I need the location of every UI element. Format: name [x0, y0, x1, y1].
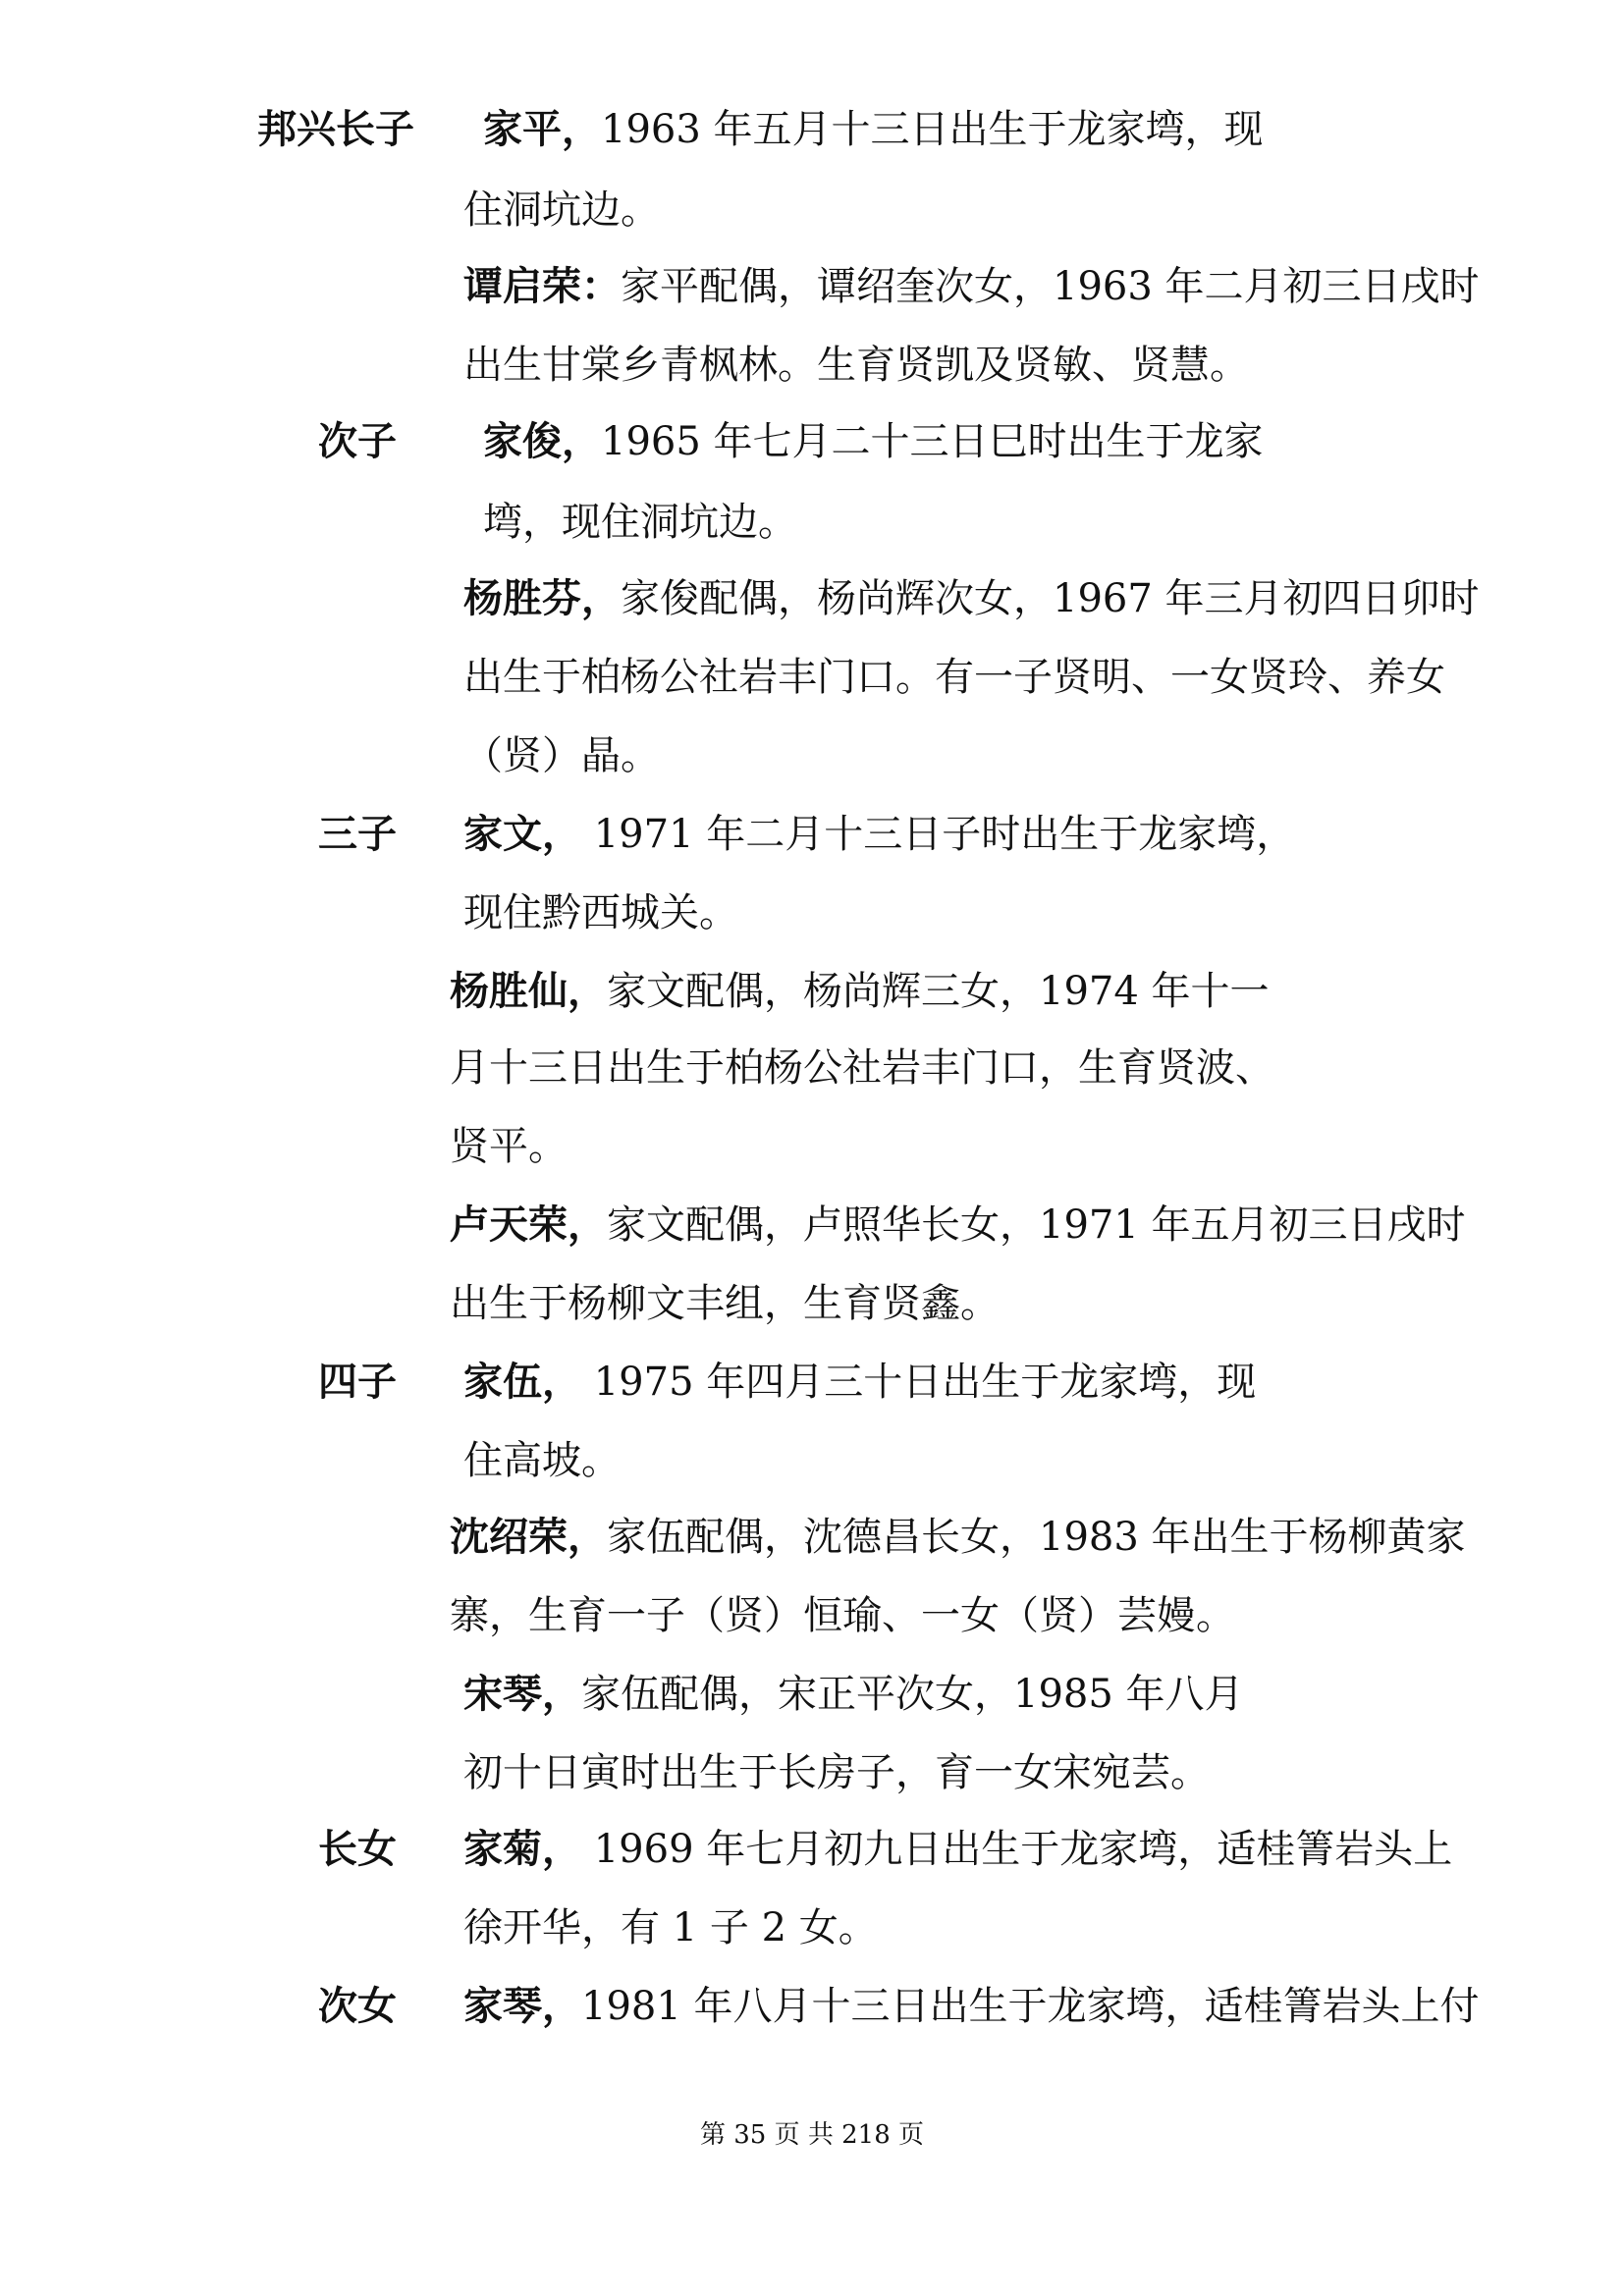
entry-line — [463, 1981, 1480, 2032]
spouse-line: 月十三日出生于柏杨公社岩丰门口，生育贤波、 — [450, 1045, 1274, 1091]
entry-text: 1965 年七月二十三日巳时出生于龙家 — [601, 419, 1264, 464]
spouse-line: 出生于杨柳文丰组，生育贤鑫。 — [450, 1281, 1000, 1326]
relation-label: 四子 — [318, 1359, 397, 1405]
spouse-line — [463, 1669, 1244, 1720]
entry-line: 现住黔西城关。 — [463, 890, 738, 935]
spouse-name: 谭启荣： — [463, 263, 621, 309]
entry-line — [463, 809, 1295, 860]
entry-line: 塆，现住洞坑边。 — [483, 500, 797, 545]
page-footer: 第 35 页 共 218 页 — [699, 2120, 925, 2150]
spouse-line: 出生于柏杨公社岩丰门口。有一子贤明、一女贤玲、养女 — [463, 655, 1445, 700]
entry-line: 住高坡。 — [463, 1438, 621, 1483]
spouse-text: 家文配偶，杨尚辉三女，1974 年十一 — [607, 969, 1270, 1014]
spouse-line — [463, 261, 1480, 312]
spouse-name: 宋琴， — [463, 1671, 581, 1717]
entry-text: 1963 年五月十三日出生于龙家塆，现 — [601, 107, 1264, 152]
relation-label: 次子 — [318, 418, 397, 464]
spouse-line: 寨，生育一子（贤）恒瑜、一女（贤）芸嫚。 — [450, 1593, 1235, 1638]
person-name: 家伍， — [463, 1359, 581, 1405]
relation-label: 三子 — [318, 811, 397, 857]
spouse-line: （贤）晶。 — [463, 733, 660, 778]
entry-text: 1971 年二月十三日子时出生于龙家塆， — [581, 812, 1296, 857]
person-name: 家文， — [463, 811, 581, 857]
spouse-name: 杨胜仙， — [450, 968, 607, 1014]
relation-label: 邦兴长子 — [257, 106, 414, 152]
entry-line — [483, 416, 1264, 467]
spouse-name: 杨胜芬， — [463, 575, 621, 621]
person-name: 家平， — [483, 106, 601, 152]
spouse-line: 贤平。 — [450, 1124, 568, 1169]
person-name: 家菊， — [463, 1826, 581, 1872]
spouse-line — [450, 1200, 1466, 1251]
entry-line — [463, 1824, 1452, 1875]
spouse-line — [463, 573, 1480, 624]
spouse-text: 家伍配偶，宋正平次女，1985 年八月 — [581, 1672, 1244, 1717]
entry-text: 1969 年七月初九日出生于龙家塆，适桂箐岩头上 — [581, 1827, 1453, 1872]
entry-text: 1975 年四月三十日出生于龙家塆，现 — [581, 1360, 1257, 1405]
entry-line: 徐开华，有 1 子 2 女。 — [463, 1905, 878, 1950]
spouse-text: 家伍配偶，沈德昌长女，1983 年出生于杨柳黄家 — [607, 1515, 1466, 1560]
spouse-line — [450, 1512, 1466, 1563]
entry-line: 住洞坑边。 — [463, 187, 660, 233]
spouse-line: 初十日寅时出生于长房子，育一女宋宛芸。 — [463, 1750, 1210, 1795]
spouse-text: 家俊配偶，杨尚辉次女，1967 年三月初四日卯时 — [621, 576, 1480, 621]
person-name: 家琴， — [463, 1983, 581, 2029]
spouse-name: 卢天荣， — [450, 1201, 607, 1248]
spouse-name: 沈绍荣， — [450, 1514, 607, 1560]
spouse-line — [450, 966, 1270, 1017]
entry-line — [463, 1357, 1256, 1408]
spouse-text: 家平配偶，谭绍奎次女，1963 年二月初三日戌时 — [621, 264, 1480, 309]
person-name: 家俊， — [483, 418, 601, 464]
entry-text: 1981 年八月十三日出生于龙家塆，适桂箐岩头上付 — [581, 1984, 1480, 2029]
relation-label: 次女 — [318, 1983, 397, 2029]
relation-label: 长女 — [318, 1826, 397, 1872]
entry-line — [483, 104, 1264, 155]
spouse-text: 家文配偶，卢照华长女，1971 年五月初三日戌时 — [607, 1202, 1466, 1248]
spouse-line: 出生甘棠乡青枫林。生育贤凯及贤敏、贤慧。 — [463, 343, 1249, 388]
